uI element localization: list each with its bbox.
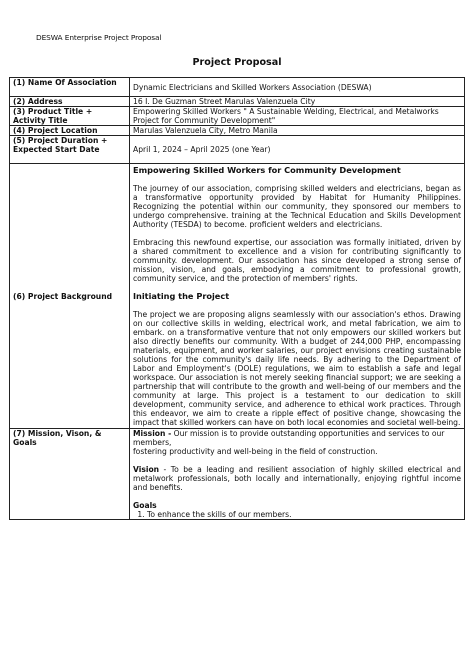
table-row xyxy=(10,78,465,97)
table-row xyxy=(10,136,465,164)
vision-label: Vision xyxy=(133,465,160,474)
table-row xyxy=(10,97,465,107)
background-paragraph: The project we are proposing aligns seamlessly with our association's ethos. Drawing on our collective skills in welding, electrical work, and metal fabrication, we aim to embark. on a transformative venture that not only empowers our skilled workers but also directly benefits our community. With a budget of 244,000 PHP, encompassing materials, equipment, and worker salaries, our project envisions creating sustainable solutions for the community's daily life needs. By adhering to the Department of Labor and Employment's (DOLE) regulations, we aim to establish a safe and legal workspace. Our association is not merely seeking financial support; we are seeking a partnership that will contribute to the growth and well-being of our members and the community at large. This project is a testament to our dedication to skill development, community service, and adherence to ethical work practices. Through this endeavor, we aim to create a ripple effect of positive change, showcasing the impact that skilled workers can have on both local economies and societal well-being. xyxy=(133,310,461,427)
row-value: Empowering Skilled Workers " A Sustainable Welding, Electrical, and Metalworks Project for Community Development" xyxy=(130,107,465,126)
table-row xyxy=(10,107,465,126)
table-row xyxy=(10,429,465,520)
row-label: (7) Mission, Vison, & Goals xyxy=(10,429,130,520)
mission-cell xyxy=(130,429,465,520)
background-heading: Empowering Skilled Workers for Community Development xyxy=(133,165,401,175)
row-label: (1) Name Of Association xyxy=(10,78,130,97)
background-cell xyxy=(130,164,465,429)
row-value: Dynamic Electricians and Skilled Workers Association (DESWA) xyxy=(130,78,465,97)
goals-label: Goals xyxy=(133,501,157,510)
mission-label: Mission - xyxy=(133,429,172,438)
row-label: (6) Project Background xyxy=(10,164,130,429)
running-header: DESWA Enterprise Project Proposal xyxy=(36,33,162,42)
document-title: Project Proposal xyxy=(192,57,282,68)
row-label: (4) Project Location xyxy=(10,126,130,136)
row-value: Marulas Valenzuela City, Metro Manila xyxy=(130,126,465,136)
proposal-table xyxy=(9,77,465,520)
goals-list xyxy=(133,510,461,519)
row-value: 16 I. De Guzman Street Marulas Valenzuela City xyxy=(130,97,465,107)
list-item: 1. To enhance the skills of our members. xyxy=(147,510,461,519)
table-row xyxy=(10,164,465,429)
background-paragraph: The journey of our association, comprising skilled welders and electricians, began as a transformative opportunity provided by Habitat for Humanity Philippines. Recognizing the potential within our community, they sponsored our members to undergo comprehensive. training at the Technical Education and Skills Development Authority (TESDA) to become. proficient welders and electricians. xyxy=(133,184,461,229)
background-subheading: Initiating the Project xyxy=(133,291,230,301)
row-label: (2) Address xyxy=(10,97,130,107)
background-paragraph: Embracing this newfound expertise, our association was formally initiated, driven by a shared commitment to excellence and a vision for contributing significantly to community. development. Our association has since developed a strong sense of mission, vision, and goals, embodying a commitment to professional growth, community service, and the protection of members' rights. xyxy=(133,238,461,283)
table-row xyxy=(10,126,465,136)
vision-text: - To be a leading and resilient association of highly skilled electrical and metalwork professionals, both locally and internationally, enjoying rightful income and benefits. xyxy=(133,465,461,492)
mission-text: Our mission is to provide outstanding opportunities and services to our members, xyxy=(133,429,445,447)
mission-text-cont: fostering productivity and well-being in the field of construction. xyxy=(133,447,378,456)
row-label: (3) Product Title + Activity Title xyxy=(10,107,130,126)
row-value: April 1, 2024 – April 2025 (one Year) xyxy=(130,136,465,164)
row-label: (5) Project Duration + Expected Start Date xyxy=(10,136,130,164)
